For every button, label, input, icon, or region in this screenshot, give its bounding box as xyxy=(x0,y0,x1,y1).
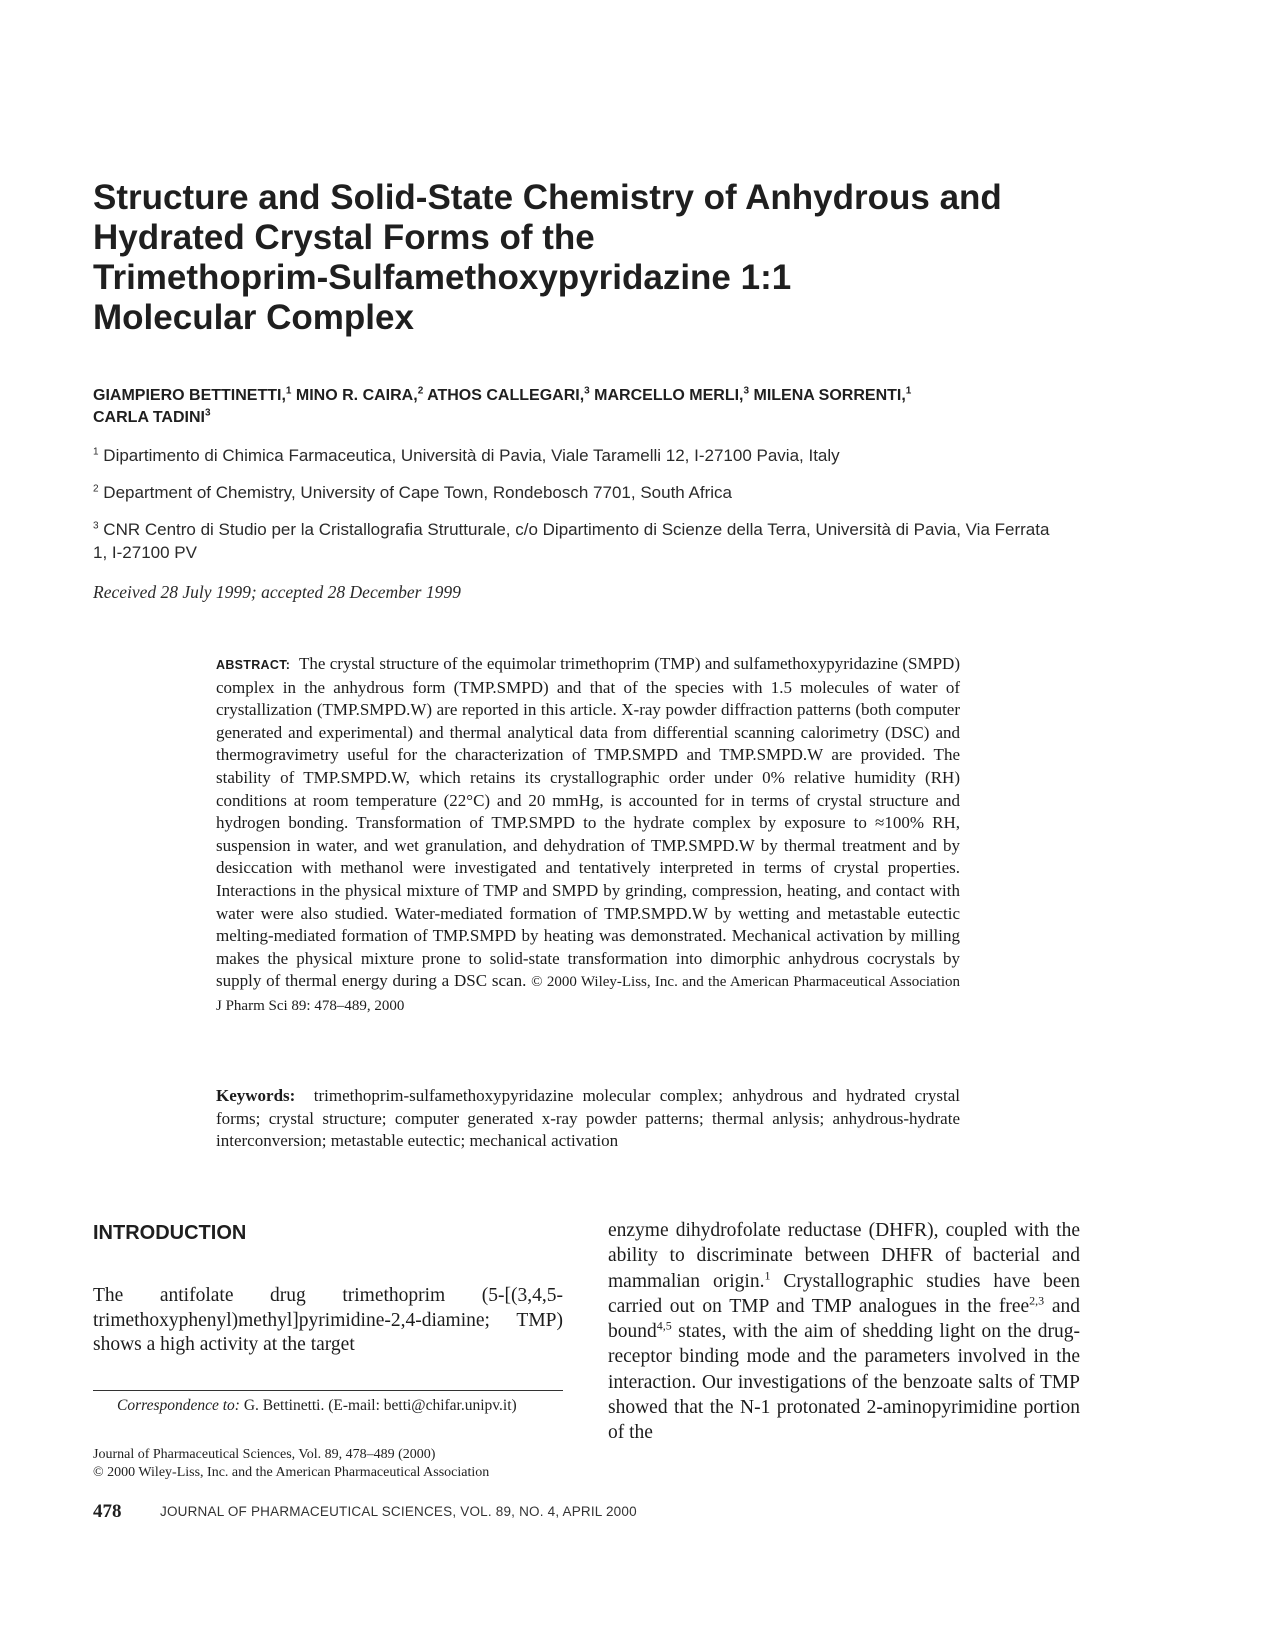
title-line: Trimethoprim-Sulfamethoxypyridazine 1:1 xyxy=(93,258,792,297)
correspondence-text: G. Bettinetti. (E-mail: betti@chifar.unipv.it) xyxy=(239,1397,517,1414)
section-heading: INTRODUCTION xyxy=(93,1222,247,1244)
body-text: Crystallographic studies have been carried out on TMP and TMP analogues in the free xyxy=(608,1270,1080,1317)
author-affiliation-ref: 2 xyxy=(417,385,424,397)
author-name: MARCELLO MERLI, xyxy=(594,387,744,404)
journal-copyright: © 2000 Wiley-Liss, Inc. and the American Pharmaceutical Association xyxy=(93,1465,490,1480)
author-affiliation-ref: 3 xyxy=(204,407,211,419)
author-affiliation-ref: 1 xyxy=(905,385,912,397)
abstract-label: ABSTRACT: xyxy=(216,658,291,672)
title-line: Hydrated Crystal Forms of the xyxy=(93,218,595,257)
title-line: Molecular Complex xyxy=(93,298,414,337)
citation-ref: 2,3 xyxy=(1029,1293,1045,1308)
author-name: MILENA SORRENTI, xyxy=(753,387,906,404)
affiliation-text: Dipartimento di Chimica Farmaceutica, Università di Pavia, Viale Taramelli 12, I-27100 Pavia, Italy xyxy=(103,446,840,465)
citation-ref: 4,5 xyxy=(656,1318,672,1333)
received-dates: Received 28 July 1999; accepted 28 December 1999 xyxy=(93,582,461,602)
correspondence-note xyxy=(93,1396,563,1416)
affiliation-text: CNR Centro di Studio per la Cristallografia Strutturale, c/o Dipartimento di Scienze della Terra, Università di Pavia, Via Ferrata 1, I-27100 PV xyxy=(93,520,1050,562)
journal-info xyxy=(93,1446,573,1482)
abstract-text: The crystal structure of the equimolar trimethoprim (TMP) and sulfamethoxypyridazine (SMPD) complex in the anhydrous form (TMP.SMPD) and that of the species with 1.5 molecules of water of crystallization (TMP.SMPD.W) are reported in this article. X-ray powder diffraction patterns (both computer generated and experimental) and thermal analytical data from differential scanning calorimetry (DSC) and thermogravimetry useful for the characterization of TMP.SMPD and TMP.SMPD.W are provided. The stability of TMP.SMPD.W, which retains its crystallographic order under 0% relative humidity (RH) conditions at room temperature (22°C) and 20 mmHg, is accounted for in terms of crystal structure and hydrogen bonding. Transformation of TMP.SMPD to the hydrate complex by exposure to ≈100% RH, suspension in water, and wet granulation, and dehydration of TMP.SMPD.W by thermal treatment and by desiccation with methanol were investigated and tentatively interpreted in terms of crystal properties. Interactions in the physical mixture of TMP and SMPD by grinding, compression, heating, and contact with water were also studied. Water-mediated formation of TMP.SMPD.W by wetting and metastable eutectic melting-mediated formation of TMP.SMPD by heating was demonstrated. Mechanical activation by milling makes the physical mixture prone to solid-state transformation into dimorphic anhydrous cocrystals by supply of thermal energy during a DSC scan. xyxy=(216,654,960,991)
intro-left-column: The antifolate drug trimethoprim (5-[(3,4,5-trimethoxyphenyl)methyl]pyrimidine-2,4-diamine; TMP) shows a high activity at the target xyxy=(93,1285,563,1355)
abstract xyxy=(216,653,960,1018)
article-title xyxy=(93,178,1053,338)
author-name: ATHOS CALLEGARI, xyxy=(427,387,585,404)
author-affiliation-ref: 1 xyxy=(285,385,292,397)
title-line: Structure and Solid-State Chemistry of Anhydrous and xyxy=(93,178,1002,217)
journal-citation: Journal of Pharmaceutical Sciences, Vol. 89, 478–489 (2000) xyxy=(93,1447,436,1462)
keywords xyxy=(216,1085,960,1153)
author-list xyxy=(93,385,1093,429)
affiliation-1 xyxy=(93,444,1093,467)
keywords-label: Keywords: xyxy=(216,1086,296,1105)
affiliation-3 xyxy=(93,518,1053,564)
page-number: 478 xyxy=(93,1501,122,1522)
intro-right-column xyxy=(608,1218,1080,1446)
body-text: and bound xyxy=(608,1295,1080,1343)
author-name: GIAMPIERO BETTINETTI, xyxy=(93,387,286,404)
citation-ref: 1 xyxy=(764,1268,771,1283)
affiliation-number: 3 xyxy=(93,520,99,532)
body-text: enzyme dihydrofolate reductase (DHFR), coupled with the ability to discriminate between DHFR of bacterial and mammalian origin. xyxy=(608,1220,1080,1292)
author-name: MINO R. CAIRA, xyxy=(295,387,418,404)
affiliation-number: 1 xyxy=(93,446,99,458)
abstract-copyright: © 2000 Wiley-Liss, Inc. and the American Pharmaceutical Association J Pharm Sci 89: 478–489, 2000 xyxy=(216,974,961,1014)
correspondence-label: Correspondence to: xyxy=(117,1397,240,1414)
affiliation-text: Department of Chemistry, University of Cape Town, Rondebosch 7701, South Africa xyxy=(103,483,732,502)
affiliation-2 xyxy=(93,481,1093,504)
author-name: CARLA TADINI xyxy=(93,409,205,426)
footnote-rule xyxy=(93,1390,563,1391)
author-affiliation-ref: 3 xyxy=(584,385,590,397)
affiliation-number: 2 xyxy=(93,483,99,495)
author-affiliation-ref: 3 xyxy=(743,385,750,397)
keywords-text: trimethoprim-sulfamethoxypyridazine molecular complex; anhydrous and hydrated crystal forms; crystal structure; computer generated x-ray powder patterns; thermal anlysis; anhydrous-hydrate interconversion; metastable eutectic; mechanical activation xyxy=(216,1086,960,1151)
body-text: states, with the aim of shedding light on the drug-receptor binding mode and the parameters involved in the interaction. Our investigations of the benzoate salts of TMP showed that the N-1 protonated 2-aminopyrimidine portion of the xyxy=(608,1321,1080,1444)
running-footer: JOURNAL OF PHARMACEUTICAL SCIENCES, VOL. 89, NO. 4, APRIL 2000 xyxy=(160,1504,637,1519)
